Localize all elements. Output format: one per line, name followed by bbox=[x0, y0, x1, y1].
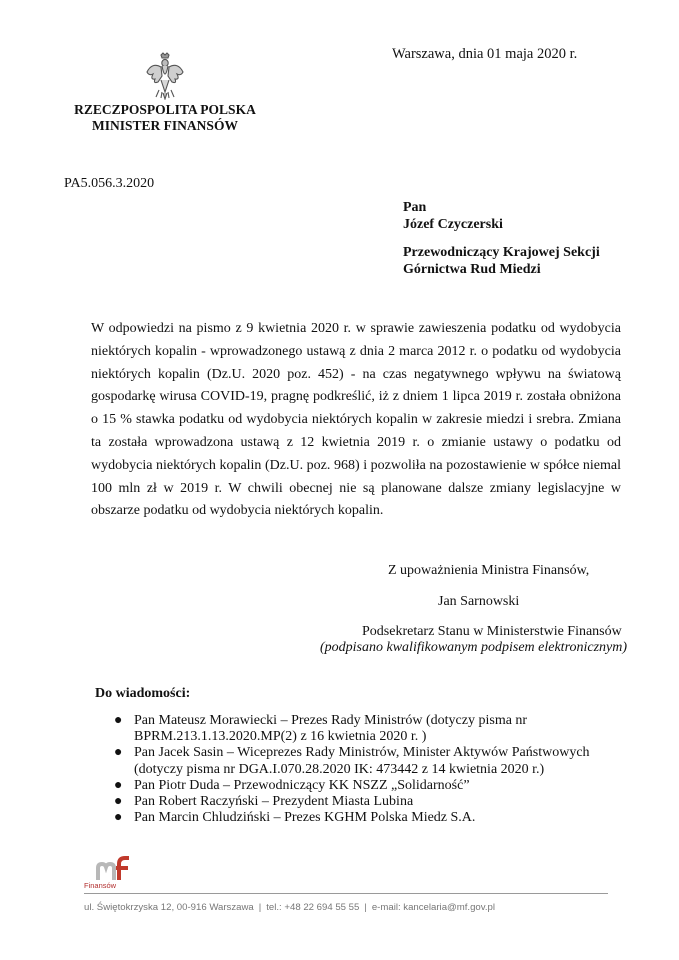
bullet-icon: ● bbox=[114, 713, 123, 728]
signer-name: Jan Sarnowski bbox=[438, 594, 520, 609]
cc-list bbox=[110, 713, 610, 826]
polish-eagle-emblem bbox=[144, 52, 186, 100]
cc-heading: Do wiadomości: bbox=[95, 686, 191, 701]
footer-email: e-mail: kancelaria@mf.gov.pl bbox=[371, 902, 495, 913]
footer-phone: tel.: +48 22 694 55 55 bbox=[266, 902, 360, 913]
footer-divider bbox=[84, 893, 608, 894]
cc-item bbox=[110, 794, 610, 810]
cc-item-line1: Pan Piotr Duda – Przewodniczący KK NSZZ „Solidarność” bbox=[134, 777, 470, 793]
electronic-signature-note: (podpisano kwalifikowanym podpisem elektronicznym) bbox=[320, 640, 628, 655]
issuer-ministry: MINISTER FINANSÓW bbox=[92, 118, 238, 133]
bullet-icon: ● bbox=[114, 777, 123, 793]
cc-item bbox=[110, 778, 610, 794]
bullet-icon: ● bbox=[114, 810, 123, 826]
cc-item-line2: BPRM.213.1.13.2020.MP(2) z 16 kwietnia 2020 r. ) bbox=[134, 729, 427, 745]
cc-item bbox=[110, 745, 610, 777]
cc-item bbox=[110, 713, 610, 745]
signer-title: Podsekretarz Stanu w Ministerstwie Finansów bbox=[362, 624, 622, 639]
footer-address: ul. Świętokrzyska 12, 00-916 Warszawa bbox=[84, 902, 254, 913]
cc-item-line2: (dotyczy pisma nr DGA.I.070.28.2020 IK: 473442 z 14 kwietnia 2020 r.) bbox=[134, 761, 545, 777]
authorization-line: Z upoważnienia Ministra Finansów, bbox=[388, 563, 590, 578]
cc-item bbox=[110, 810, 610, 826]
bullet-icon: ● bbox=[114, 794, 123, 810]
recipient-block bbox=[403, 199, 600, 278]
reference-number: PA5.056.3.2020 bbox=[64, 176, 155, 191]
letter-date: Warszawa, dnia 01 maja 2020 r. bbox=[392, 46, 578, 62]
cc-item-line1: Pan Mateusz Morawiecki – Prezes Rady Ministrów (dotyczy pisma nr bbox=[134, 713, 528, 728]
issuer-country: RZECZPOSPOLITA POLSKA bbox=[74, 102, 256, 117]
logo-name: Finansów bbox=[84, 881, 117, 890]
cc-item-line1: Pan Marcin Chludziński – Prezes KGHM Polska Miedz S.A. bbox=[134, 810, 476, 826]
recipient-name: Józef Czyczerski bbox=[403, 217, 503, 232]
cc-item-line1: Pan Robert Raczyński – Prezydent Miasta Lubina bbox=[134, 794, 414, 810]
cc-item-line1: Pan Jacek Sasin – Wiceprezes Rady Ministrów, Minister Aktywów Państwowych bbox=[134, 745, 590, 761]
letter-body: W odpowiedzi na pismo z 9 kwietnia 2020 r. w sprawie zawieszenia podatku od wydobycia niektórych kopalin - wprowadzonego ustawą z dnia 2 marca 2012 r. o podatku od wydobycia niektórych kopalin (Dz.U. 2020 poz. 452) - na czas negatywnego wpływu na światową gospodarkę wirusa COVID-19, pragnę podkreślić, iż z dniem 1 lipca 2019 r. została obniżona o 15 % stawka podatku od wydobycia niektórych kopalin w zakresie miedzi i srebra. Zmiana ta została wprowadzona ustawą z 12 kwietnia 2019 r. o zmianie ustawy o podatku od wydobycia niektórych kopalin (Dz.U. poz. 968) i pozwoliła na pozostawienie w spółce niemal 100 mln zł w 2019 r. W chwili obecnej nie są planowane dalsze zmiany legislacyjne w obszarze podatku od wydobycia niektórych kopalin. bbox=[91, 321, 621, 519]
issuer-header bbox=[50, 102, 280, 134]
bullet-icon: ● bbox=[114, 745, 123, 761]
recipient-title-line2: Górnictwa Rud Miedzi bbox=[403, 262, 541, 277]
recipient-title-line1: Przewodniczący Krajowej Sekcji bbox=[403, 245, 600, 260]
footer-contact: ul. Świętokrzyska 12, 00-916 Warszawa | tel.: +48 22 694 55 55 | e-mail: kancelaria@mf.gov.pl bbox=[84, 902, 495, 913]
recipient-salutation: Pan bbox=[403, 200, 427, 215]
